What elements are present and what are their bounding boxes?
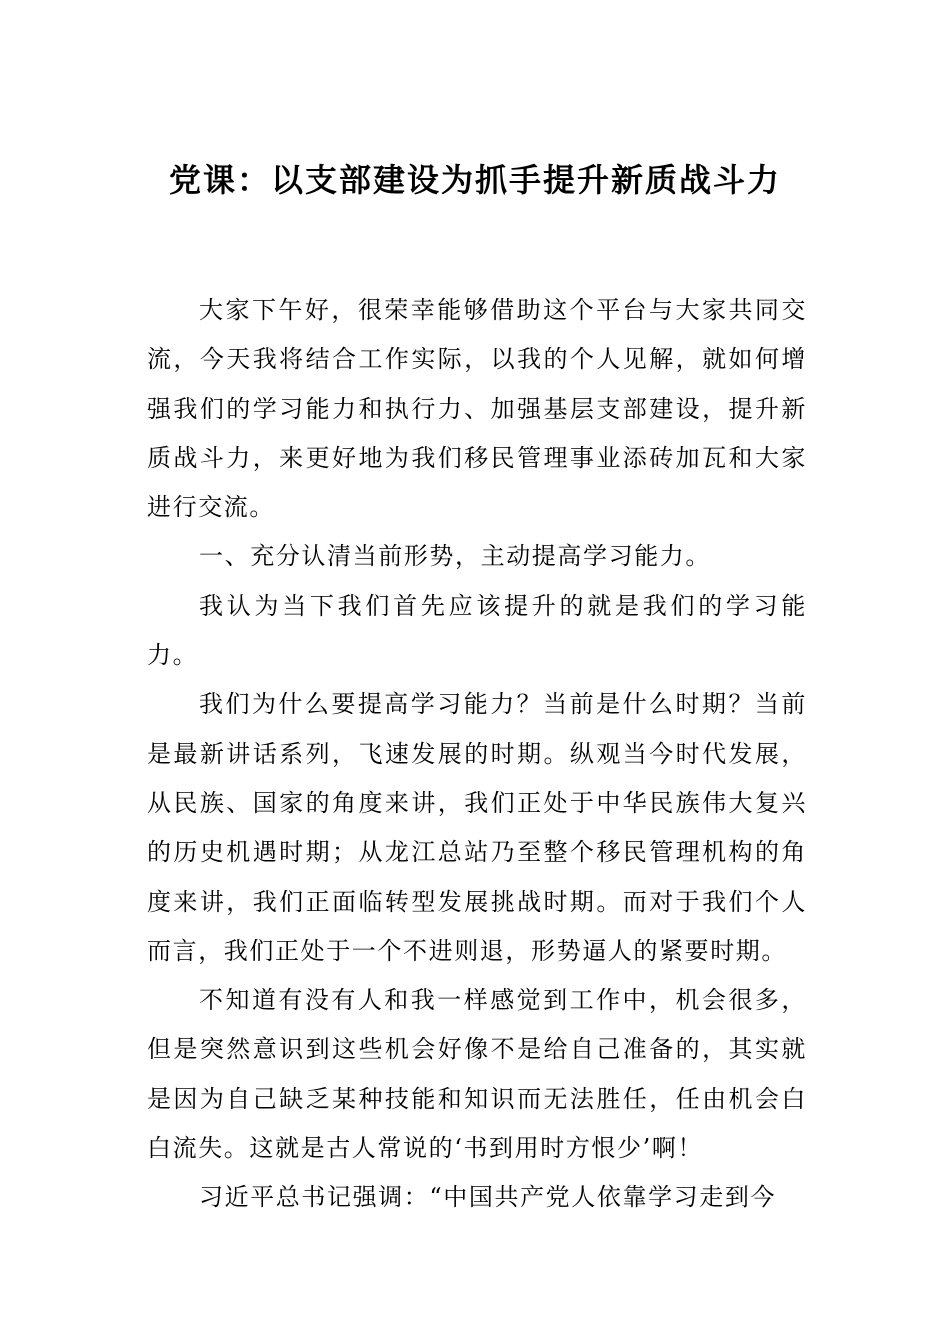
section-heading-1: 一、充分认清当前形势，主动提高学习能力。 <box>199 542 711 571</box>
paragraph-quote: 习近平总书记强调：“中国共产党人依靠学习走到今 <box>199 1183 777 1212</box>
paragraph-opportunities: 不知道有没有人和我一样感觉到工作中，机会很多，但是突然意识到这些机会好像不是给自己准备的，其实就是因为自己缺乏某种技能和知识而无法胜任，任由机会白白流失。这就是古人常说的‘书到用时方恨少’啊！ <box>147 986 807 1163</box>
paragraph-learning-ability: 我认为当下我们首先应该提升的就是我们的学习能力。 <box>147 591 807 670</box>
document-body <box>147 286 807 1223</box>
paragraph-greeting: 大家下午好，很荣幸能够借助这个平台与大家共同交流，今天我将结合工作实际，以我的个人见解，就如何增强我们的学习能力和执行力、加强基层支部建设，提升新质战斗力，来更好地为我们移民管理事业添砖加瓦和大家进行交流。 <box>147 296 807 522</box>
paragraph-current-period: 我们为什么要提高学习能力？当前是什么时期？当前是最新讲话系列，飞速发展的时期。纵观当今时代发展，从民族、国家的角度来讲，我们正处于中华民族伟大复兴的历史机遇时期；从龙江总站乃至整个移民管理机构的角度来讲，我们正面临转型发展挑战时期。而对于我们个人而言，我们正处于一个不进则退，形势逼人的紧要时期。 <box>147 690 807 965</box>
document-title: 党课：以支部建设为抓手提升新质战斗力 <box>168 161 781 199</box>
